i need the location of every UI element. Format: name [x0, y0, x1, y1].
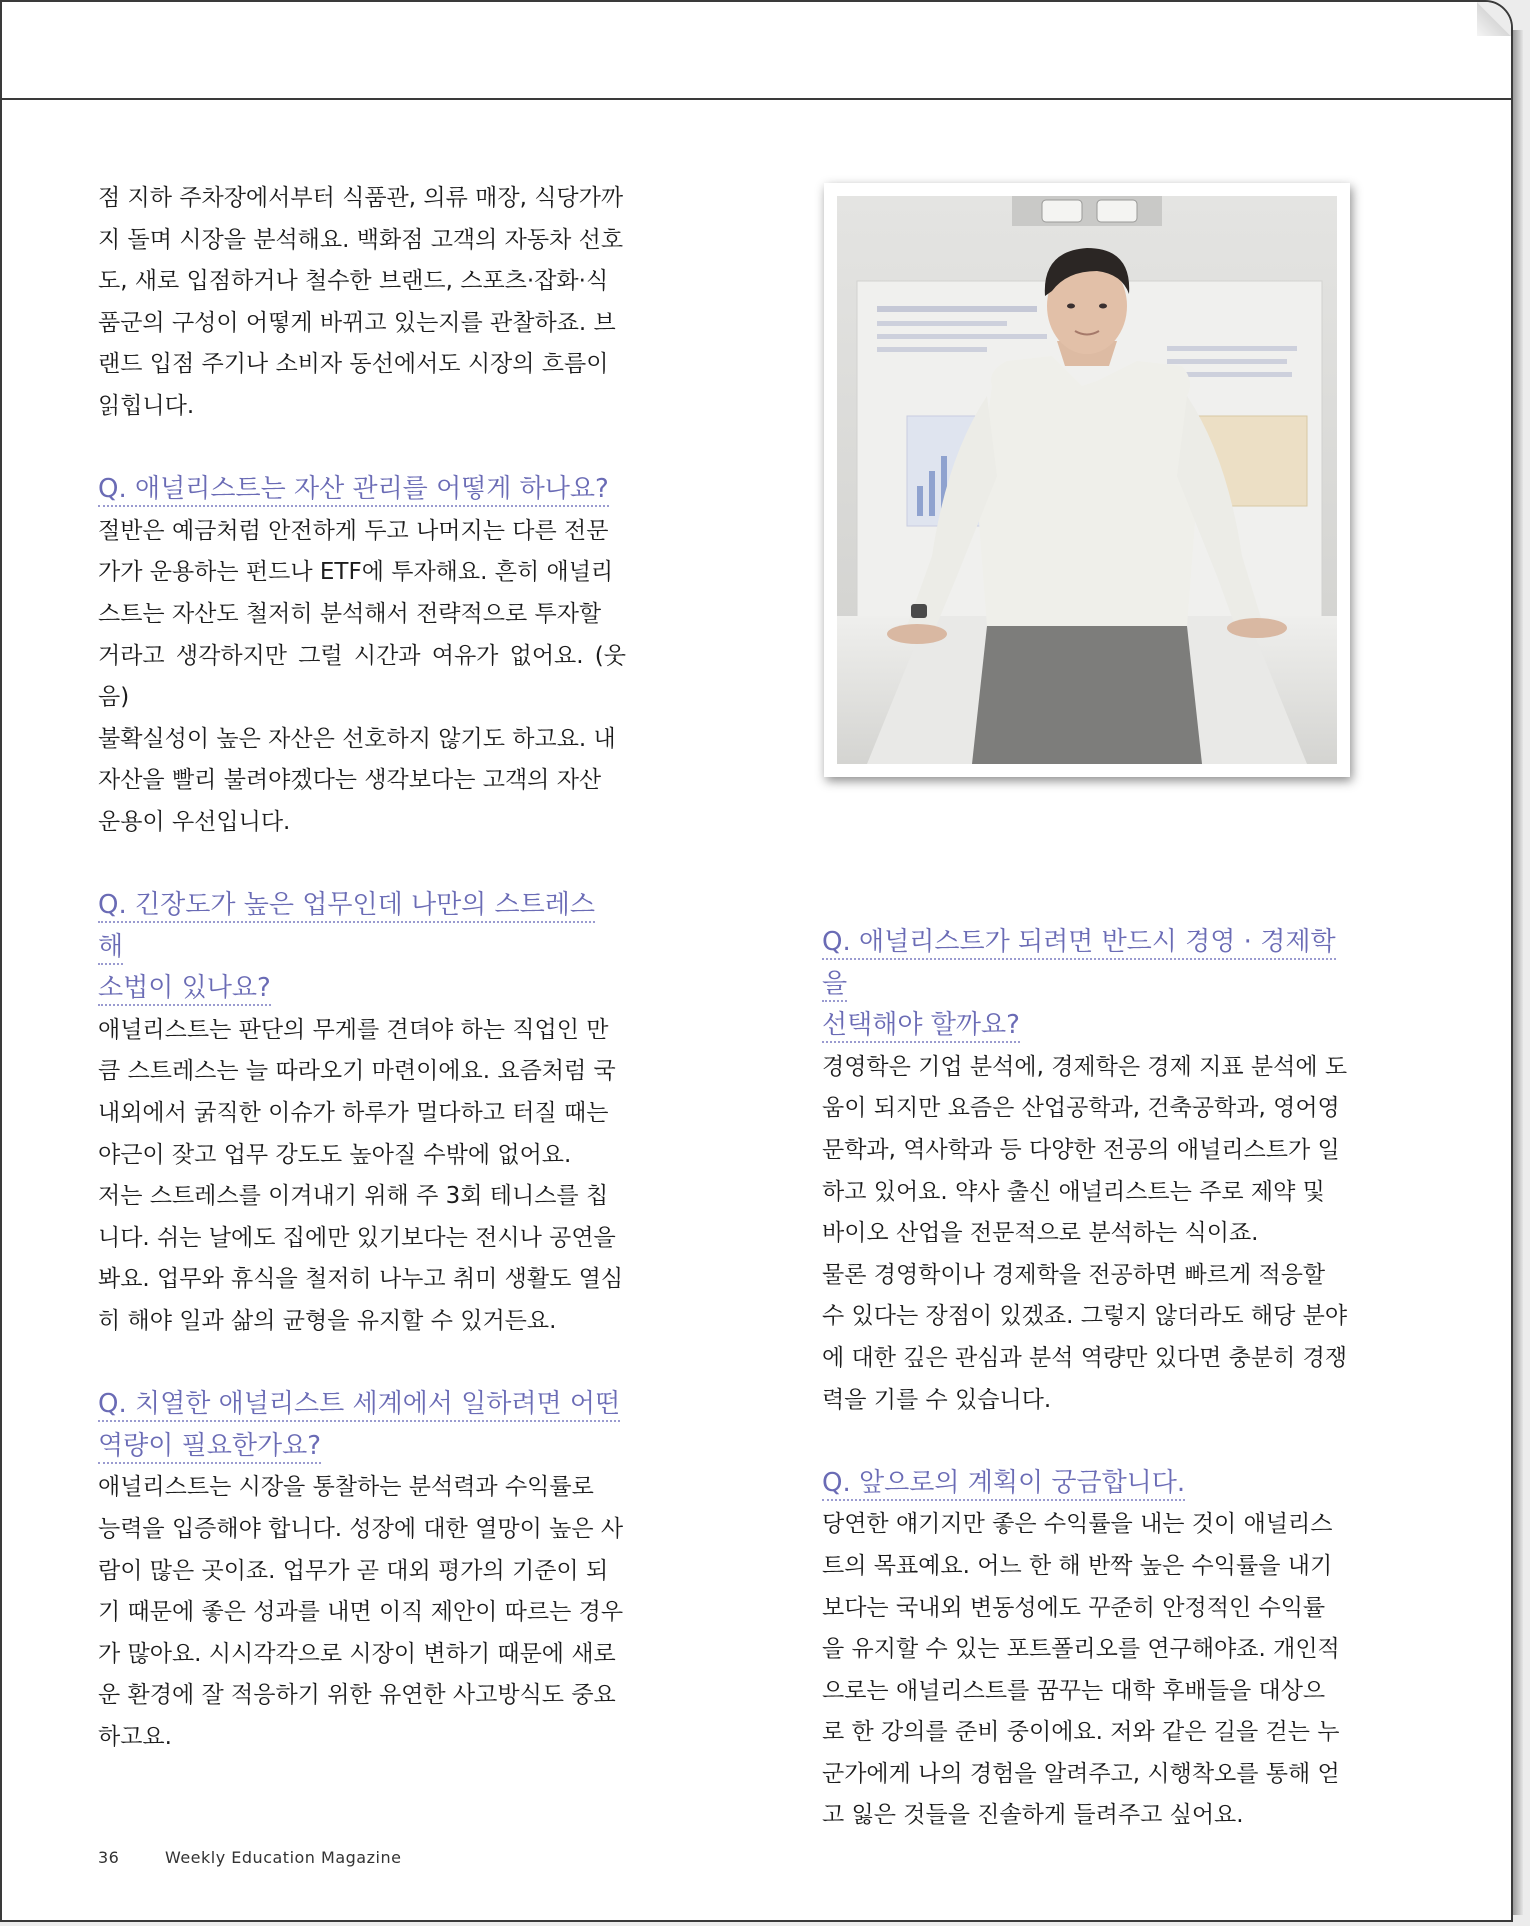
question-heading — [98, 968, 626, 1010]
question-line: 소법이 있나요? — [98, 973, 271, 1006]
question-heading — [98, 1384, 626, 1426]
text-line: 랜드 입점 주기나 소비자 동선에서도 시장의 흐름이 — [98, 351, 609, 378]
page-number: 36 — [98, 1848, 120, 1867]
qa-section-required-skills — [98, 1384, 626, 1758]
text-line: 스트는 자산도 철저히 분석해서 전략적으로 투자할 — [98, 600, 602, 627]
question-line: Q. 치열한 애널리스트 세계에서 일하려면 어떤 — [98, 1389, 620, 1422]
portrait-photo — [837, 196, 1337, 764]
text-line: 트의 목표예요. 어느 한 해 반짝 높은 수익률을 내기 — [822, 1552, 1333, 1579]
qa-section-asset-management — [98, 469, 626, 843]
text-line: 도, 새로 입점하거나 철수한 브랜드, 스포츠·잡화·식 — [98, 268, 609, 295]
text-line: 애널리스트는 판단의 무게를 견뎌야 하는 직업인 만 — [98, 1016, 609, 1043]
question-line: 역량이 필요한가요? — [98, 1431, 321, 1464]
text-line: 야근이 잦고 업무 강도도 높아질 수밖에 없어요. — [98, 1141, 572, 1168]
magazine-name: Weekly Education Magazine — [164, 1848, 402, 1867]
text-line: 가 많아요. 시시각각으로 시장이 변하기 때문에 새로 — [98, 1640, 616, 1667]
text-line: 니다. 쉬는 날에도 집에만 있기보다는 전시나 공연을 — [98, 1224, 616, 1251]
text-line: 기 때문에 좋은 성과를 내면 이직 제안이 따르는 경우 — [98, 1599, 624, 1626]
intro-paragraph — [98, 178, 626, 428]
question-heading — [98, 1426, 626, 1468]
text-line: 람이 많은 곳이죠. 업무가 곧 대외 평가의 기준이 되 — [98, 1557, 609, 1584]
question-heading — [98, 469, 626, 511]
text-line: 운 환경에 잘 적응하기 위한 유연한 사고방식도 중요 — [98, 1682, 616, 1709]
text-line: 품군의 구성이 어떻게 바뀌고 있는지를 관찰하죠. 브 — [98, 309, 616, 336]
page-footer — [98, 1848, 401, 1867]
question-heading — [98, 885, 626, 968]
text-line: 으로는 애널리스트를 꿈꾸는 대학 후배들을 대상으 — [822, 1677, 1326, 1704]
question-heading — [822, 922, 1350, 1005]
text-line: 하고 있어요. 약사 출신 애널리스트는 주로 제약 및 — [822, 1178, 1325, 1205]
text-line: 읽힙니다. — [98, 392, 195, 419]
text-line: 움이 되지만 요즘은 산업공학과, 건축공학과, 영어영 — [822, 1095, 1340, 1122]
left-column — [98, 178, 626, 1759]
text-line: 절반은 예금처럼 안전하게 두고 나머지는 다른 전문 — [98, 517, 609, 544]
text-line: 군가에게 나의 경험을 알려주고, 시행착오를 통해 얻 — [822, 1760, 1340, 1787]
right-column — [822, 922, 1350, 1837]
portrait-photo-frame — [824, 183, 1350, 777]
text-line: 지 돌며 시장을 분석해요. 백화점 고객의 자동차 선호 — [98, 226, 624, 253]
text-line: 자산을 빨리 불려야겠다는 생각보다는 고객의 자산 — [98, 767, 602, 794]
text-line: 문학과, 역사학과 등 다양한 전공의 애널리스트가 일 — [822, 1136, 1340, 1163]
text-line: 바이오 산업을 전문적으로 분석하는 식이죠. — [822, 1220, 1259, 1247]
header-rule — [2, 98, 1513, 100]
question-line: 선택해야 할까요? — [822, 1010, 1020, 1043]
text-line: 운용이 우선입니다. — [98, 808, 291, 835]
question-line: Q. 애널리스트는 자산 관리를 어떻게 하나요? — [98, 474, 609, 507]
question-line: Q. 긴장도가 높은 업무인데 나만의 스트레스 해 — [98, 890, 595, 965]
text-line: 수 있다는 장점이 있겠죠. 그렇지 않더라도 해당 분야 — [822, 1303, 1348, 1330]
text-line: 경영학은 기업 분석에, 경제학은 경제 지표 분석에 도 — [822, 1053, 1348, 1080]
page-curl-corner — [1477, 2, 1511, 36]
question-heading — [822, 1005, 1350, 1047]
qa-section-future-plans — [822, 1463, 1350, 1837]
text-line: 당연한 얘기지만 좋은 수익률을 내는 것이 애널리스 — [822, 1511, 1333, 1538]
text-line: 점 지하 주차장에서부터 식품관, 의류 매장, 식당가까 — [98, 185, 624, 211]
qa-section-major — [822, 922, 1350, 1421]
question-line: Q. 애널리스트가 되려면 반드시 경영 · 경제학을 — [822, 927, 1336, 1002]
text-line: 물론 경영학이나 경제학을 전공하면 빠르게 적응할 — [822, 1261, 1326, 1288]
text-line: 가가 운용하는 펀드나 ETF에 투자해요. 흔히 애널리 — [98, 559, 614, 586]
text-line: 보다는 국내외 변동성에도 꾸준히 안정적인 수익률 — [822, 1594, 1326, 1621]
text-line: 히 해야 일과 삶의 균형을 유지할 수 있거든요. — [98, 1308, 557, 1335]
text-line: 로 한 강의를 준비 중이에요. 저와 같은 길을 걷는 누 — [822, 1719, 1340, 1746]
text-line: 을 유지할 수 있는 포트폴리오를 연구해야죠. 개인적 — [822, 1636, 1340, 1663]
question-line: Q. 앞으로의 계획이 궁금합니다. — [822, 1468, 1185, 1501]
text-line: 하고요. — [98, 1723, 172, 1750]
text-line: 에 대한 깊은 관심과 분석 역량만 있다면 충분히 경쟁 — [822, 1344, 1348, 1371]
text-line: 고 잃은 것들을 진솔하게 들려주고 싶어요. — [822, 1802, 1244, 1829]
text-line: 거라고 생각하지만 그럴 시간과 여유가 없어요. (웃음) — [98, 642, 626, 711]
text-line: 내외에서 굵직한 이슈가 하루가 멀다하고 터질 때는 — [98, 1100, 609, 1127]
question-heading — [822, 1463, 1350, 1505]
text-line: 봐요. 업무와 휴식을 철저히 나누고 취미 생활도 열심 — [98, 1266, 624, 1293]
qa-section-stress-relief — [98, 885, 626, 1343]
text-line: 불확실성이 높은 자산은 선호하지 않기도 하고요. 내 — [98, 725, 616, 752]
text-line: 애널리스트는 시장을 통찰하는 분석력과 수익률로 — [98, 1474, 594, 1501]
page-edge-shadow — [1513, 30, 1523, 1915]
text-line: 저는 스트레스를 이겨내기 위해 주 3회 테니스를 칩 — [98, 1183, 609, 1210]
text-line: 큼 스트레스는 늘 따라오기 마련이에요. 요즘처럼 국 — [98, 1058, 616, 1085]
text-line: 능력을 입증해야 합니다. 성장에 대한 열망이 높은 사 — [98, 1516, 624, 1542]
text-line: 력을 기를 수 있습니다. — [822, 1386, 1052, 1413]
